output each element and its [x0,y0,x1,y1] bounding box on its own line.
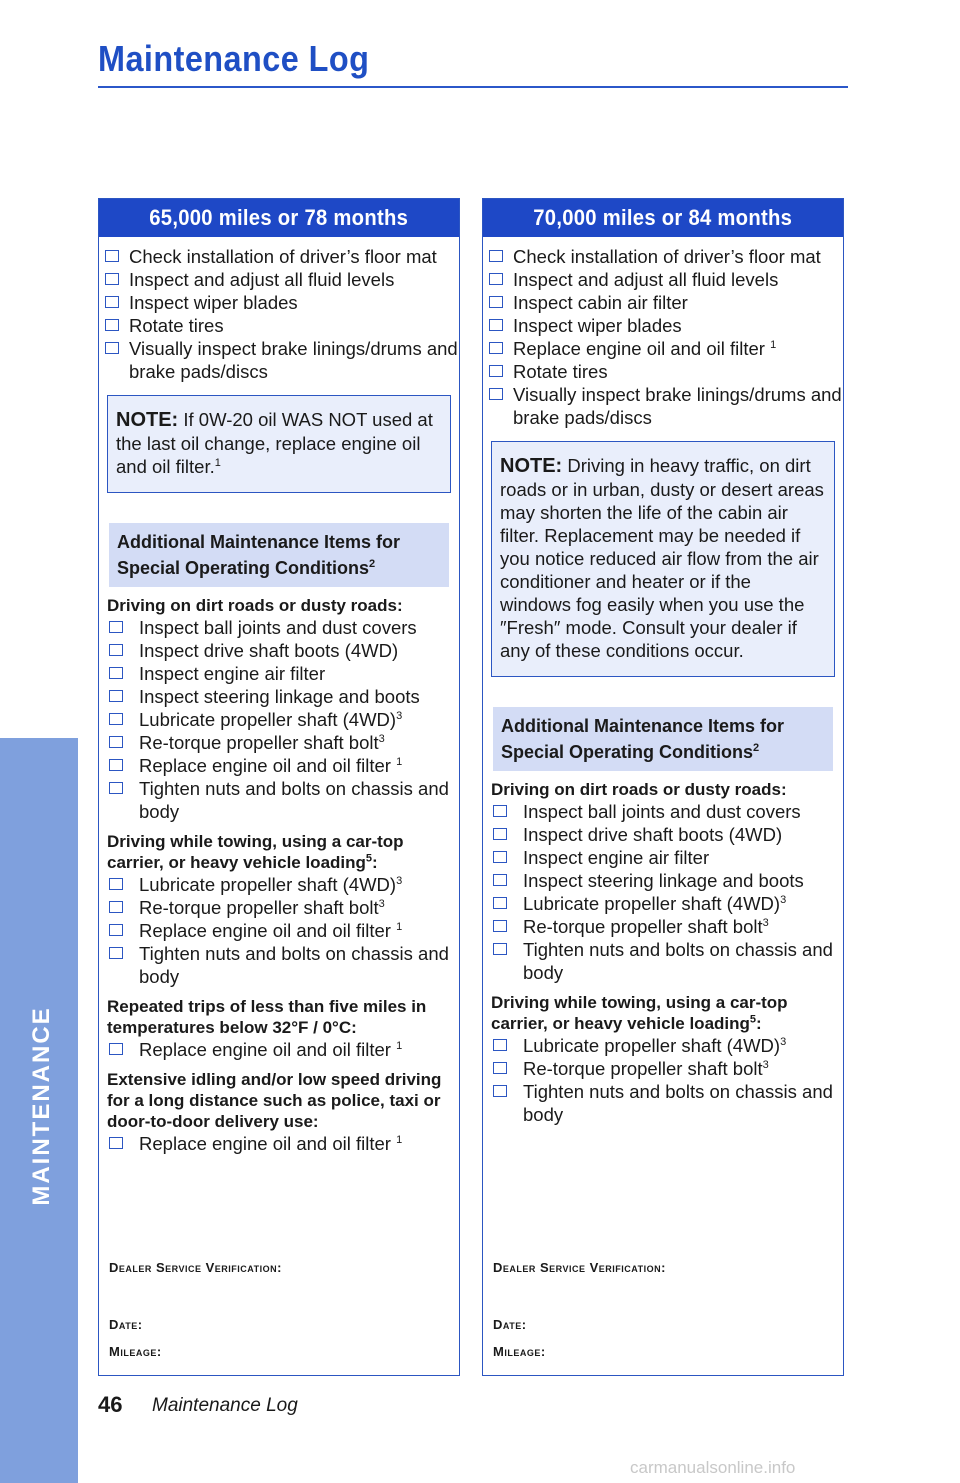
checklist-item [109,896,459,919]
checklist-item [109,662,459,685]
checklist-item-text: Visually inspect brake linings/drums and brake pads/discs [513,384,842,428]
date-label: Date: [493,1317,527,1332]
checklist-item [105,245,459,268]
checklist-item [105,268,459,291]
checklist-item-text: Inspect drive shaft boots (4WD) [139,640,399,661]
condition-checklist [483,800,843,984]
condition-checklist [99,616,459,823]
checklist-item [493,915,843,938]
checkbox-icon[interactable] [493,828,507,840]
checklist-item [489,268,843,291]
checkbox-icon[interactable] [489,365,503,377]
checklist [483,245,843,429]
checklist-item-text: Check installation of driver’s floor mat [513,246,821,267]
checklist-item [109,754,459,777]
checkbox-icon[interactable] [489,319,503,331]
note-footnote: 1 [214,456,221,469]
page-title: Maintenance Log [98,38,370,79]
maintenance-column-65000 [98,198,460,1376]
note-box [491,441,835,677]
checklist-item [109,708,459,731]
checklist-item [493,1080,843,1126]
checklist-item [493,1057,843,1080]
checkbox-icon[interactable] [493,1039,507,1051]
checkbox-icon[interactable] [489,273,503,285]
checklist-item-text: Check installation of driver’s floor mat [129,246,437,267]
checklist-item-text: Re-torque propeller shaft bolt$^3$ [523,916,769,937]
checklist-item-text: Tighten nuts and bolts on chassis and body [139,778,449,822]
checklist-item [109,1038,459,1061]
condition-heading: Driving while towing, using a car-top carrier, or heavy vehicle loading$^5$: [107,832,404,872]
checklist [99,245,459,383]
column-header: 70,000 miles or 84 months [483,199,843,237]
checkbox-icon[interactable] [489,250,503,262]
checklist-item [109,685,459,708]
checkbox-icon[interactable] [109,947,123,959]
condition-heading: Driving on dirt roads or dusty roads: [107,596,403,615]
title-rule [98,86,848,88]
checkbox-icon[interactable] [109,1137,123,1149]
checklist-item [489,245,843,268]
conditions [99,595,459,1155]
checklist-item-text: Rotate tires [129,315,224,336]
condition-heading: Driving while towing, using a car-top carrier, or heavy vehicle loading$^5$: [491,993,788,1033]
checklist-item-text: Re-torque propeller shaft bolt$^3$ [523,1058,769,1079]
column-header: 65,000 miles or 78 months [99,199,459,237]
condition-heading: Extensive idling and/or low speed driving for a long distance such as police, taxi or door-to-door delivery use: [107,1070,442,1131]
checklist-item [109,639,459,662]
checklist-item [489,314,843,337]
checkbox-icon[interactable] [489,388,503,400]
checkbox-icon[interactable] [493,1062,507,1074]
special-conditions-title: Additional Maintenance Items for Special Operating Conditions$^2$ [501,716,785,762]
checklist-item [109,919,459,942]
mileage-label: Mileage: [109,1344,162,1359]
conditions [483,779,843,1126]
checklist-item-text: Tighten nuts and bolts on chassis and body [523,939,833,983]
checklist-item-text: Inspect steering linkage and boots [139,686,420,707]
checklist-item [109,1132,459,1155]
checkbox-icon[interactable] [493,1085,507,1097]
checklist-item-text: Replace engine oil and oil filter $^1$ [139,1039,403,1060]
checklist-item [105,291,459,314]
maintenance-column-70000 [482,198,844,1376]
checkbox-icon[interactable] [105,250,119,262]
checklist-item-text: Lubricate propeller shaft $(4WD)^3$ [139,709,403,730]
special-conditions-title: Additional Maintenance Items for Special Operating Conditions$^2$ [117,532,401,578]
checklist-item-text: Re-torque propeller shaft bolt$^3$ [139,732,385,753]
checklist-item [109,777,459,823]
checkbox-icon[interactable] [105,273,119,285]
condition-checklist [483,1034,843,1126]
checklist-item-text: Re-torque propeller shaft bolt$^3$ [139,897,385,918]
checklist-item-text: Inspect ball joints and dust covers [139,617,417,638]
checkbox-icon[interactable] [109,759,123,771]
dealer-verification-label: Dealer Service Verification: [109,1260,282,1275]
checklist-item [105,314,459,337]
checklist-item-text: Replace engine oil and oil filter $^1$ [139,1133,403,1154]
checklist-item-text: Inspect drive shaft boots (4WD) [523,824,783,845]
checklist-item-text: Inspect and adjust all fluid levels [513,269,779,290]
checklist-item [105,337,459,383]
checklist-item [109,616,459,639]
checkbox-icon[interactable] [489,296,503,308]
checklist-item [493,1034,843,1057]
dealer-verification-label: Dealer Service Verification: [493,1260,666,1275]
checklist-item [493,892,843,915]
checklist-item-text: Replace engine oil and oil filter $^1$ [139,755,403,776]
checkbox-icon[interactable] [493,851,507,863]
checklist-item [493,823,843,846]
checklist-item [109,731,459,754]
condition-checklist [99,873,459,988]
checkbox-icon[interactable] [105,319,119,331]
checklist-item-text: Inspect ball joints and dust covers [523,801,801,822]
checklist-item-text: Tighten nuts and bolts on chassis and body [139,943,449,987]
note-text: If 0W-20 oil WAS NOT used at the last oil change, replace engine oil and oil filter. [116,409,433,477]
checklist-item-text: Lubricate propeller shaft $(4WD)^3$ [523,1035,787,1056]
checkbox-icon[interactable] [493,920,507,932]
condition-checklist [99,1038,459,1061]
side-tab-label: MAINTENANCE [28,1006,55,1206]
checkbox-icon[interactable] [109,667,123,679]
checkbox-icon[interactable] [109,924,123,936]
checkbox-icon[interactable] [493,897,507,909]
checklist-item-text: Inspect engine air filter [139,663,326,684]
checklist-item-text: Inspect engine air filter [523,847,710,868]
checklist-item [493,800,843,823]
checkbox-icon[interactable] [109,1043,123,1055]
condition-checklist [99,1132,459,1155]
checkbox-icon[interactable] [109,736,123,748]
checklist-item [109,873,459,896]
condition-heading: Driving on dirt roads or dusty roads: [491,780,787,799]
checklist-item-text: Replace engine oil and oil filter $^1$ [139,920,403,941]
checklist-item-text: Lubricate propeller shaft $(4WD)^3$ [523,893,787,914]
checklist-item-text: Inspect and adjust all fluid levels [129,269,395,290]
checkbox-icon[interactable] [109,782,123,794]
checkbox-icon[interactable] [109,901,123,913]
date-label: Date: [109,1317,143,1332]
checklist-item-text: Inspect steering linkage and boots [523,870,804,891]
checkbox-icon[interactable] [109,644,123,656]
checklist-item-text: Inspect wiper blades [129,292,298,313]
checklist-item [489,337,843,360]
checkbox-icon[interactable] [109,713,123,725]
checkbox-icon[interactable] [109,621,123,633]
mileage-label: Mileage: [493,1344,546,1359]
note-label: NOTE: [500,455,563,477]
checklist-item-text: Replace engine oil and oil filter $^1$ [513,338,777,359]
checklist-item [489,383,843,429]
special-conditions-box [493,707,833,771]
special-conditions-box [109,523,449,587]
checklist-item-text: Lubricate propeller shaft $(4WD)^3$ [139,874,403,895]
checkbox-icon[interactable] [109,878,123,890]
checklist-item [493,869,843,892]
checklist-item-text: Inspect cabin air filter [513,292,688,313]
checkbox-icon[interactable] [493,943,507,955]
note-label: NOTE: [116,409,179,431]
checklist-item-text: Inspect wiper blades [513,315,682,336]
checkbox-icon[interactable] [109,690,123,702]
checklist-item [489,291,843,314]
watermark: carmanualsonline.info [630,1458,796,1477]
checkbox-icon[interactable] [493,805,507,817]
note-text: Driving in heavy traffic, on dirt roads or in urban, dusty or desert areas may shorten the life of the cabin air filter. Replacement may be needed if you notice reduced air flow from the air conditioner and heater or if the windows fog easily when you use the ″Fresh″ mode. Consult your dealer if any of these conditions occur. [500,455,824,661]
checklist-item [493,846,843,869]
condition-heading: Repeated trips of less than five miles in temperatures below 32°F / 0°C: [107,997,427,1037]
checklist-item [109,942,459,988]
checkbox-icon[interactable] [105,342,119,354]
footer-title: Maintenance Log [152,1395,298,1416]
page-number: 46 [98,1392,123,1417]
checkbox-icon[interactable] [105,296,119,308]
checklist-item [489,360,843,383]
checkbox-icon[interactable] [489,342,503,354]
note-box [107,395,451,493]
checklist-item-text: Tighten nuts and bolts on chassis and body [523,1081,833,1125]
checkbox-icon[interactable] [493,874,507,886]
checklist-item [493,938,843,984]
checklist-item-text: Visually inspect brake linings/drums and brake pads/discs [129,338,458,382]
checklist-item-text: Rotate tires [513,361,608,382]
